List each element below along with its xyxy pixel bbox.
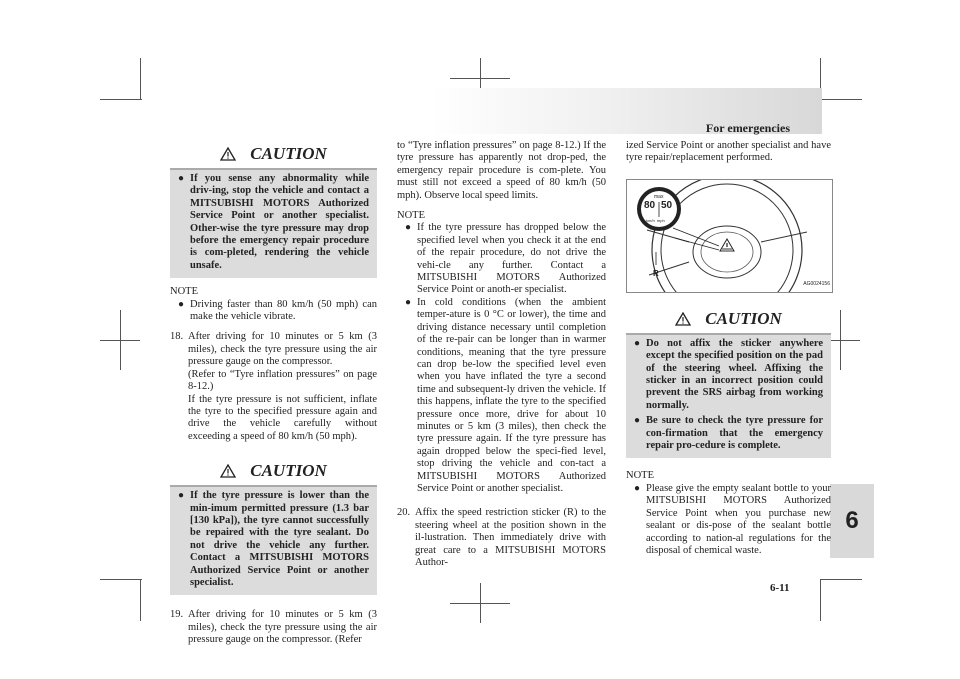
page-number: 6-11 <box>770 582 790 594</box>
bullet-icon: ● <box>405 222 412 234</box>
warning-triangle-icon <box>220 464 236 478</box>
note-item: ● Please give the empty sealant bottle to your MITSUBISHI MOTORS Authorized Service Point when you purchase new sealant or dis-pose of the sealant bottle according to nation-al regulations for the disposal of chemical waste. <box>634 482 831 556</box>
note-item: ● In cold conditions (when the ambient temper-ature is 0 °C or lower), the time and driving distance necessary until completion of the re-pair can be longer than in warmer conditions, meaning that the tyre pressure can drop be-low the specified level even when you have inflated the tyre a second time and subsequent-ly driven the vehicle. If this happens, inflate the tyre to the specified pressure once more, drive for about 10 minutes or 5 km (3 miles), then check the tyre pressure again. If the tyre pressure has again dropped below the speci-fied level, stop driving the vehicle and con-tact a MITSUBISHI MOTORS Authorized Service Point or another specialist. <box>405 296 606 494</box>
continuation-text: to “Tyre inflation pressures” on page 8-12.) If the tyre pressure has apparently not drop-ped, the emergency repair procedure is com-plete. You must still not exceed a speed of 80 km/h (50 mph). Observe local speed limits. <box>397 140 606 201</box>
column-3 <box>626 140 831 557</box>
caution-item: ● If the tyre pressure is lower than the min-imum permitted pressure (1.3 bar [130 kPa]), the tyre cannot successfully be repaired with the tyre sealant. Do not drive the vehicle any further. Contact a MITSUBISHI MOTORS Authorized Service Point or another specialist. <box>178 490 369 588</box>
bullet-icon: ● <box>178 490 185 502</box>
sticker-speed-kmh: 80 <box>644 199 656 211</box>
step-20: 20. Affix the speed restriction sticker (R) to the steering wheel at the position shown in the il-lustration. Then immediately drive with great care to a MITSUBISHI MOTORS Author- <box>397 507 606 568</box>
note-label: NOTE <box>626 470 654 482</box>
column-1 <box>170 140 377 647</box>
caution-title: CAUTION <box>705 308 782 328</box>
caution-box-3 <box>626 305 831 459</box>
header-title: For emergencies <box>705 121 790 135</box>
sticker-speed-mph: 50 <box>661 199 673 211</box>
figure-code: AG0024156 <box>803 281 830 288</box>
sticker-units: km/h mph <box>646 217 665 223</box>
note-label: NOTE <box>397 210 425 222</box>
steering-wheel-illustration <box>626 179 833 293</box>
bullet-icon: ● <box>405 296 412 308</box>
bullet-icon: ● <box>178 173 185 184</box>
caution-item: ● If you sense any abnormality while driv-ing, stop the vehicle and contact a MITSUBISHI MOTORS Authorized Service Point or another specialist. Other-wise the tyre pressure may drop before the emergency repair procedure is com-pleted, rendering the vehicle unsafe. <box>178 173 369 271</box>
caution-title: CAUTION <box>250 143 327 163</box>
bullet-icon: ● <box>634 415 641 427</box>
caution-box-1 <box>170 140 377 278</box>
caution-item: ● Do not affix the sticker anywhere except the specified position on the pad of the steering wheel. Affixing the sticker in an incorrect position could prevent the SRS airbag from working normally. <box>634 337 823 411</box>
caution-item: ● Be sure to check the tyre pressure for con-firmation that the emergency repair pro-cedure is complete. <box>634 415 823 452</box>
bullet-icon: ● <box>634 337 641 349</box>
step-19: 19. After driving for 10 minutes or 5 km (3 miles), check the tyre pressure using the air pressure gauge on the compressor. (Refer <box>170 609 377 646</box>
note-item: ● If the tyre pressure has dropped below the specified level when you check it at the end of the repair procedure, do not drive the vehi-cle any further. Contact a MITSUBISHI MOTORS Authorized Service Point or anoth-er specialist. <box>405 222 606 296</box>
warning-triangle-icon <box>220 147 236 161</box>
bullet-icon: ● <box>634 482 641 494</box>
bullet-icon: ● <box>178 298 185 310</box>
continuation-text: ized Service Point or another specialist and have tyre repair/replacement performed. <box>626 140 831 164</box>
warning-triangle-icon <box>675 312 691 326</box>
step-18: 18. After driving for 10 minutes or 5 km (3 miles), check the tyre pressure using the air pressure gauge on the compressor. (Refer to “Tyre inflation pressures” on page 8-12.) If the tyre pressure is not sufficient, inflate the tyre to the specified pressure again and drive the vehicle carefully without exceeding a speed of 80 km/h (50 mph). <box>170 331 377 442</box>
column-2 <box>397 140 606 569</box>
note-item: ● Driving faster than 80 km/h (50 mph) can make the vehicle vibrate. <box>178 298 377 323</box>
caution-box-2 <box>170 457 377 595</box>
note-label: NOTE <box>170 286 198 298</box>
sticker-max-label: max <box>654 193 664 200</box>
caution-title: CAUTION <box>250 460 327 480</box>
label-r: R <box>653 268 659 278</box>
chapter-tab: 6 <box>830 484 874 558</box>
